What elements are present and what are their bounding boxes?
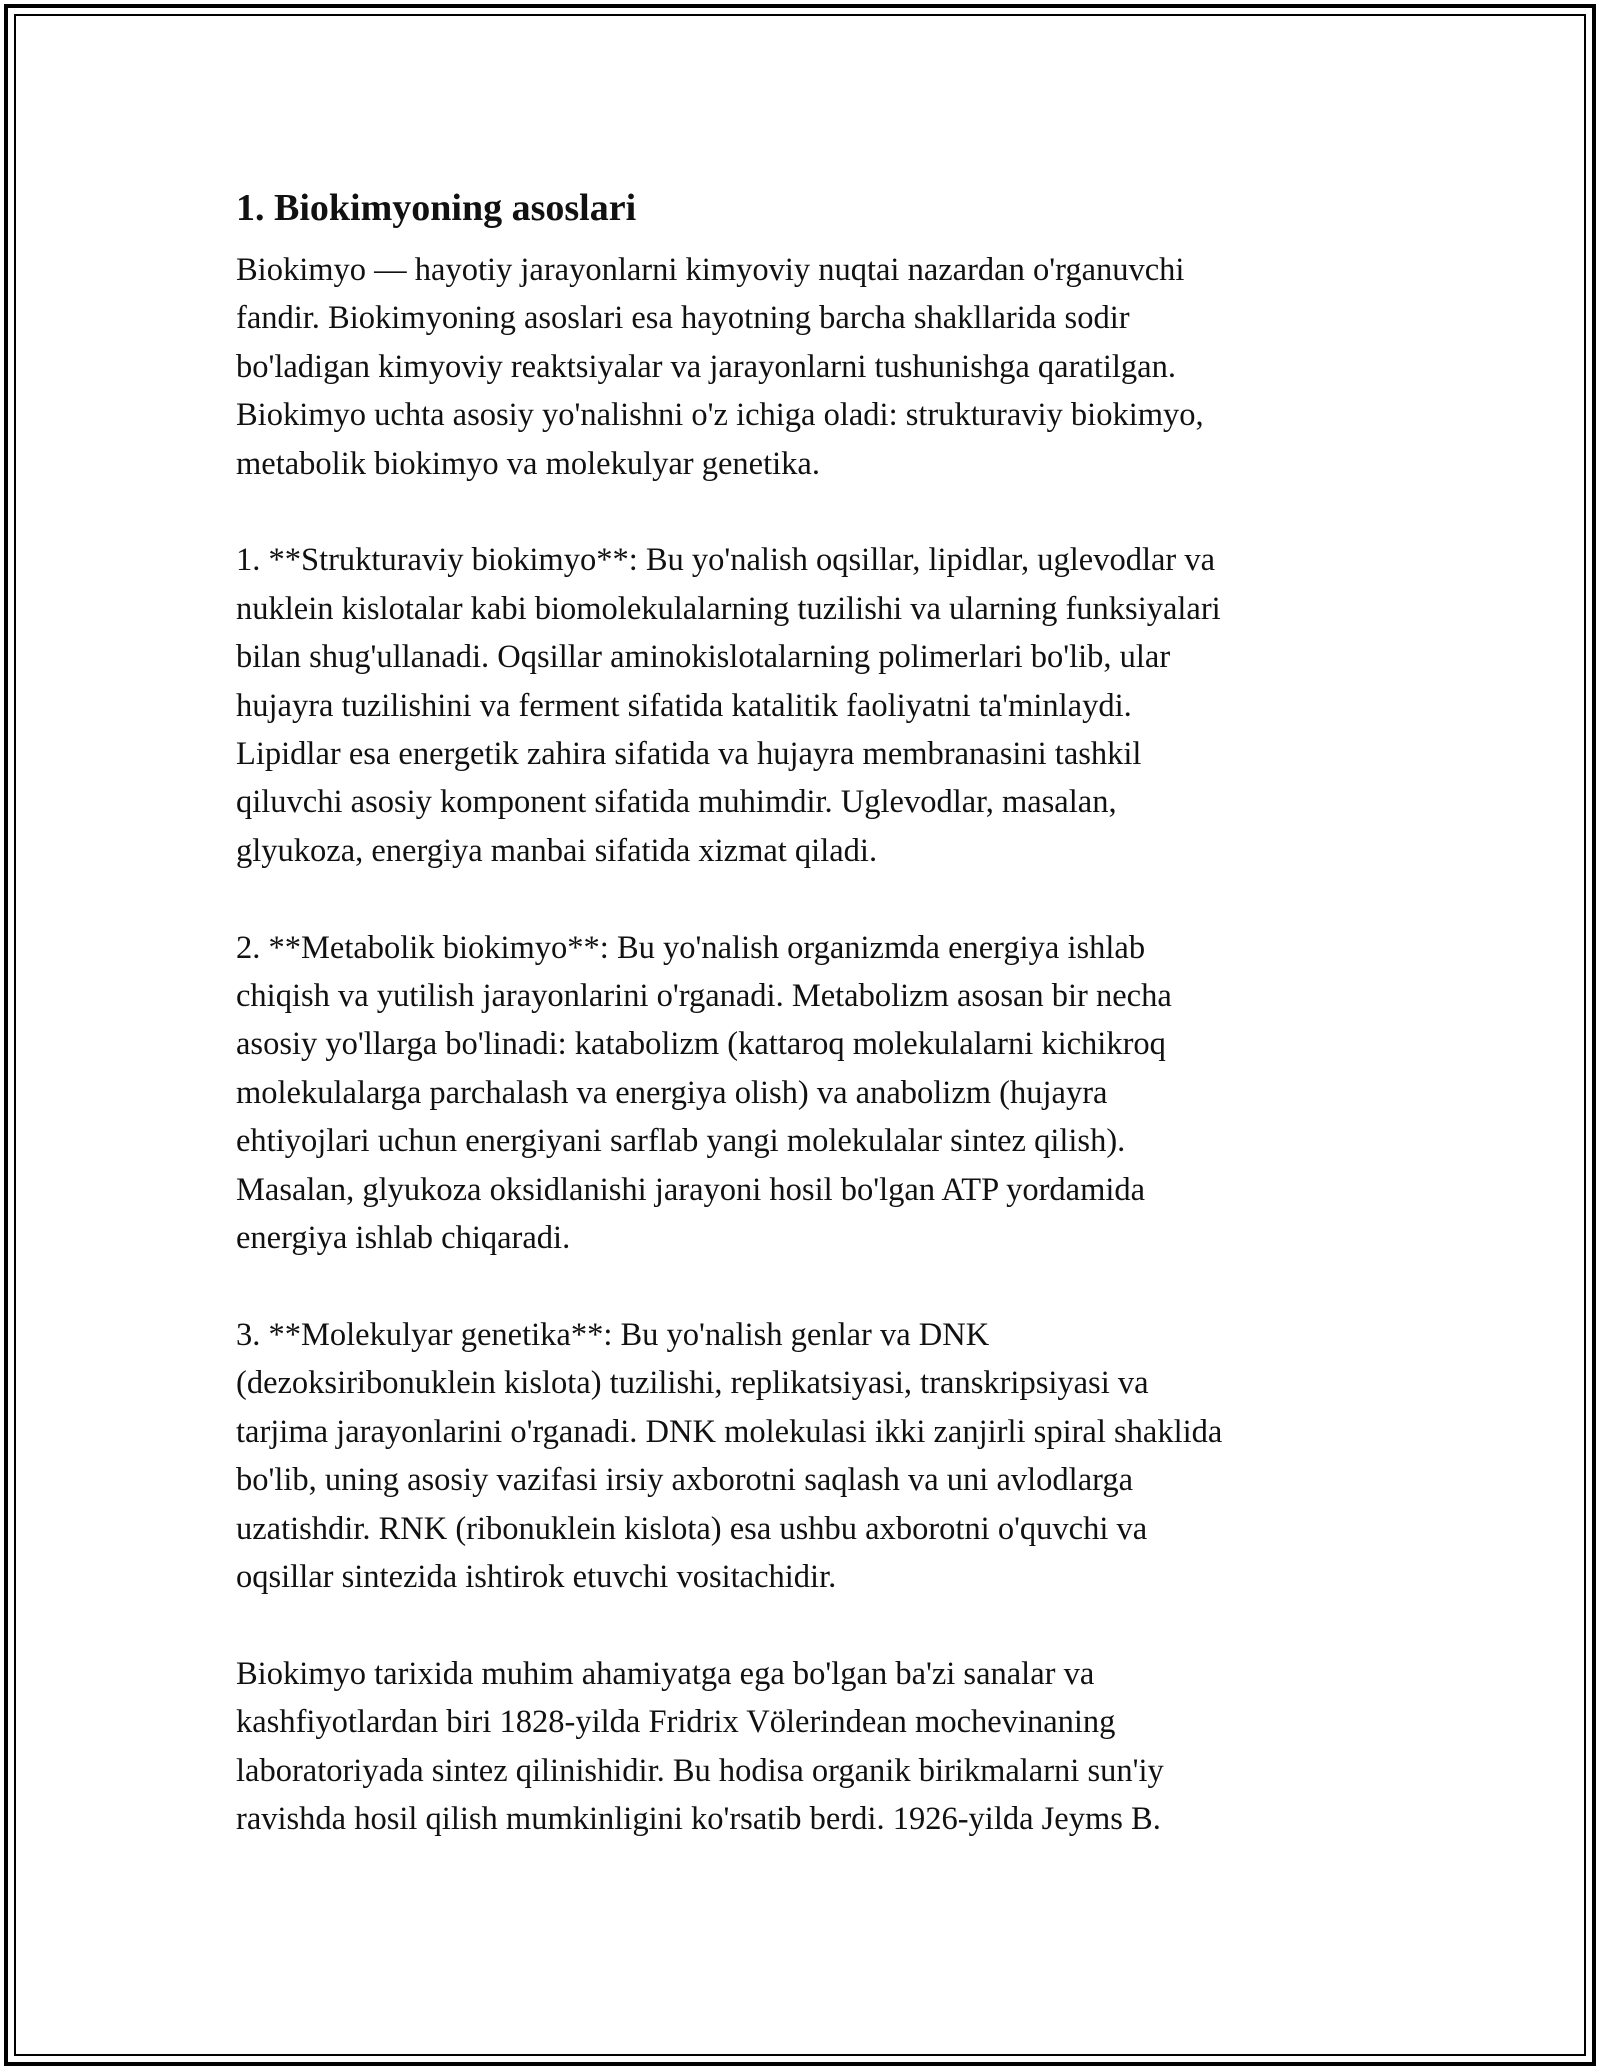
text-line: Lipidlar esa energetik zahira sifatida va hujayra membranasini tashkil: [236, 736, 1142, 773]
text-line: energiya ishlab chiqaradi.: [236, 1220, 571, 1257]
section-heading: 1. Biokimyoning asoslari: [236, 187, 637, 229]
text-line: asosiy yo'llarga bo'linadi: katabolizm (kattaroq molekulalarni kichikroq: [236, 1026, 1166, 1063]
text-line: Biokimyo uchta asosiy yo'nalishni o'z ichiga oladi: strukturaviy biokimyo,: [236, 397, 1204, 434]
text-line: qiluvchi asosiy komponent sifatida muhimdir. Uglevodlar, masalan,: [236, 784, 1117, 821]
text-line: 2. **Metabolik biokimyo**: Bu yo'nalish organizmda energiya ishlab: [236, 929, 1146, 966]
text-line: tarjima jarayonlarini o'rganadi. DNK molekulasi ikki zanjirli spiral shaklida: [236, 1413, 1223, 1450]
text-line: fandir. Biokimyoning asoslari esa hayotning barcha shakllarida sodir: [236, 300, 1130, 337]
text-line: Masalan, glyukoza oksidlanishi jarayoni hosil bo'lgan ATP yordamida: [236, 1171, 1146, 1208]
text-line: hujayra tuzilishini va ferment sifatida katalitik faoliyatni ta'minlaydi.: [236, 687, 1132, 724]
text-line: bilan shug'ullanadi. Oqsillar aminokislotalarning polimerlari bo'lib, ular: [236, 639, 1171, 676]
paragraph-structural-biochemistry: [236, 536, 1366, 875]
paragraph-intro: [236, 246, 1366, 488]
text-line: metabolik biokimyo va molekulyar genetika.: [236, 445, 820, 482]
text-line: ravishda hosil qilish mumkinligini ko'rsatib berdi. 1926-yilda Jeyms B.: [236, 1800, 1161, 1837]
text-line: 3. **Molekulyar genetika**: Bu yo'nalish genlar va DNK: [236, 1316, 990, 1353]
text-line: oqsillar sintezida ishtirok etuvchi vositachidir.: [236, 1558, 837, 1595]
text-line: bo'lib, uning asosiy vazifasi irsiy axborotni saqlash va uni avlodlarga: [236, 1462, 1134, 1499]
text-line: uzatishdir. RNK (ribonuklein kislota) esa ushbu axborotni o'quvchi va: [236, 1510, 1148, 1547]
paragraph-metabolic-biochemistry: [236, 924, 1366, 1263]
text-line: chiqish va yutilish jarayonlarini o'rganadi. Metabolizm asosan bir necha: [236, 978, 1172, 1015]
text-line: ehtiyojlari uchun energiyani sarflab yangi molekulalar sintez qilish).: [236, 1123, 1126, 1160]
text-line: kashfiyotlardan biri 1828-yilda Fridrix Völerindean mochevinaning: [236, 1704, 1116, 1741]
text-line: glyukoza, energiya manbai sifatida xizmat qiladi.: [236, 832, 878, 869]
text-line: (dezoksiribonuklein kislota) tuzilishi, replikatsiyasi, transkripsiyasi va: [236, 1365, 1149, 1402]
document-body: [236, 184, 1366, 1843]
text-line: nuklein kislotalar kabi biomolekulalarning tuzilishi va ularning funksiyalari: [236, 590, 1221, 627]
text-line: Biokimyo tarixida muhim ahamiyatga ega bo'lgan ba'zi sanalar va: [236, 1655, 1095, 1692]
text-line: bo'ladigan kimyoviy reaktsiyalar va jarayonlarni tushunishga qaratilgan.: [236, 348, 1176, 385]
text-line: molekulalarga parchalash va energiya olish) va anabolizm (hujayra: [236, 1074, 1108, 1111]
text-line: laboratoriyada sintez qilinishidir. Bu hodisa organik birikmalarni sun'iy: [236, 1752, 1164, 1789]
text-line: 1. **Strukturaviy biokimyo**: Bu yo'nalish oqsillar, lipidlar, uglevodlar va: [236, 542, 1216, 579]
text-line: Biokimyo — hayotiy jarayonlarni kimyoviy nuqtai nazardan o'rganuvchi: [236, 252, 1185, 288]
paragraph-history: [236, 1650, 1366, 1844]
paragraph-molecular-genetics: [236, 1311, 1366, 1601]
